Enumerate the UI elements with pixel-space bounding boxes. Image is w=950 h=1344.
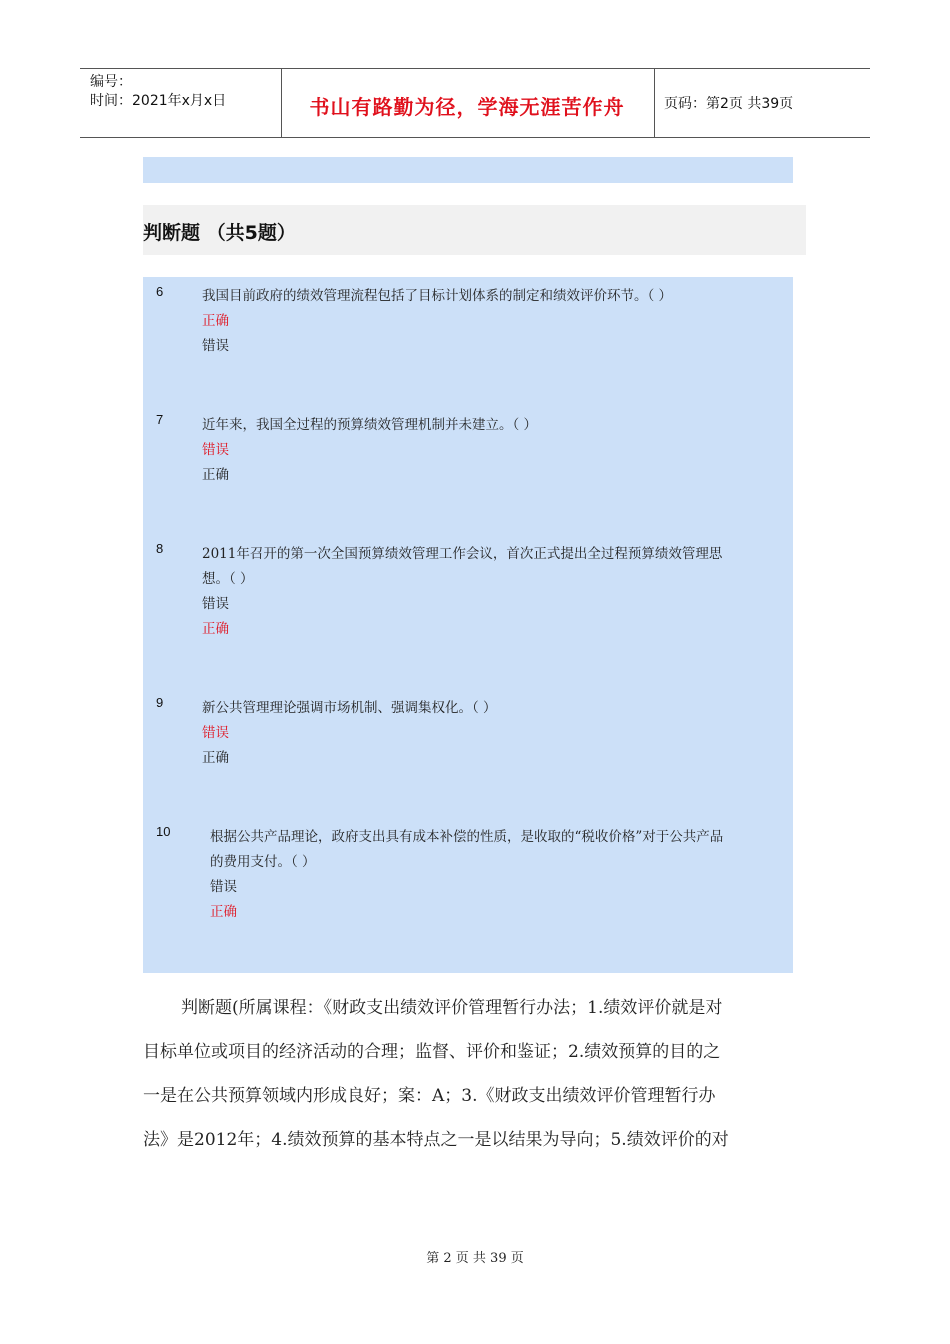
- page-header: [80, 68, 870, 138]
- question-number: 9: [156, 695, 164, 710]
- question-text: 我国目前政府的绩效管理流程包括了目标计划体系的制定和绩效评价环节。（ ）: [202, 288, 673, 304]
- paragraph-line: 一是在公共预算领域内形成良好；案：A；3.《财政支出绩效评价管理暂行办: [143, 1086, 716, 1106]
- section-header: [143, 205, 806, 255]
- header-motto: 书山有路勤为径，学海无涯苦作舟: [309, 95, 625, 119]
- answer-option[interactable]: 正确: [202, 313, 229, 329]
- paragraph-line: 法》是2012年；4.绩效预算的基本特点之一是以结果为导向；5.绩效评价的对: [143, 1130, 729, 1150]
- question-text: 根据公共产品理论，政府支出具有成本补偿的性质，是收取的“税收价格”对于公共产品: [210, 829, 724, 845]
- answer-option[interactable]: 错误: [210, 879, 237, 895]
- page-footer: 第 2 页 共 39 页: [426, 1251, 524, 1266]
- answer-option[interactable]: 正确: [210, 904, 237, 920]
- questions-panel: [143, 277, 793, 973]
- header-divider: [654, 69, 655, 137]
- section-title: 判断题 （共5题）: [143, 222, 296, 244]
- answer-option[interactable]: 正确: [202, 467, 229, 483]
- question-number: 7: [156, 412, 164, 427]
- answer-option[interactable]: 错误: [202, 596, 229, 612]
- question-text: 新公共管理理论强调市场机制、强调集权化。（ ）: [202, 700, 497, 716]
- answer-option[interactable]: 错误: [202, 338, 229, 354]
- answer-option[interactable]: 错误: [202, 442, 229, 458]
- time-label: 时间：2021年x月x日: [90, 93, 227, 109]
- question-text: 想。（ ）: [202, 571, 254, 587]
- number-label: 编号：: [90, 74, 132, 90]
- question-number: 10: [156, 824, 171, 839]
- answer-option[interactable]: 正确: [202, 621, 229, 637]
- question-text: 2011年召开的第一次全国预算绩效管理工作会议，首次正式提出全过程预算绩效管理思: [202, 546, 723, 562]
- top-highlight-strip: [143, 157, 793, 183]
- paragraph-line: 目标单位或项目的经济活动的合理；监督、评价和鉴证；2.绩效预算的目的之: [143, 1042, 721, 1062]
- header-page-info: 页码：第2页 共39页: [664, 96, 794, 112]
- question-number: 8: [156, 541, 164, 556]
- question-text: 近年来，我国全过程的预算绩效管理机制并未建立。（ ）: [202, 417, 538, 433]
- question-text: 的费用支付。（ ）: [210, 854, 316, 870]
- header-meta: [90, 73, 226, 111]
- question-number: 6: [156, 284, 164, 299]
- answer-option[interactable]: 错误: [202, 725, 229, 741]
- answer-option[interactable]: 正确: [202, 750, 229, 766]
- paragraph-line: 判断题(所属课程：《财政支出绩效评价管理暂行办法；1.绩效评价就是对: [181, 998, 723, 1018]
